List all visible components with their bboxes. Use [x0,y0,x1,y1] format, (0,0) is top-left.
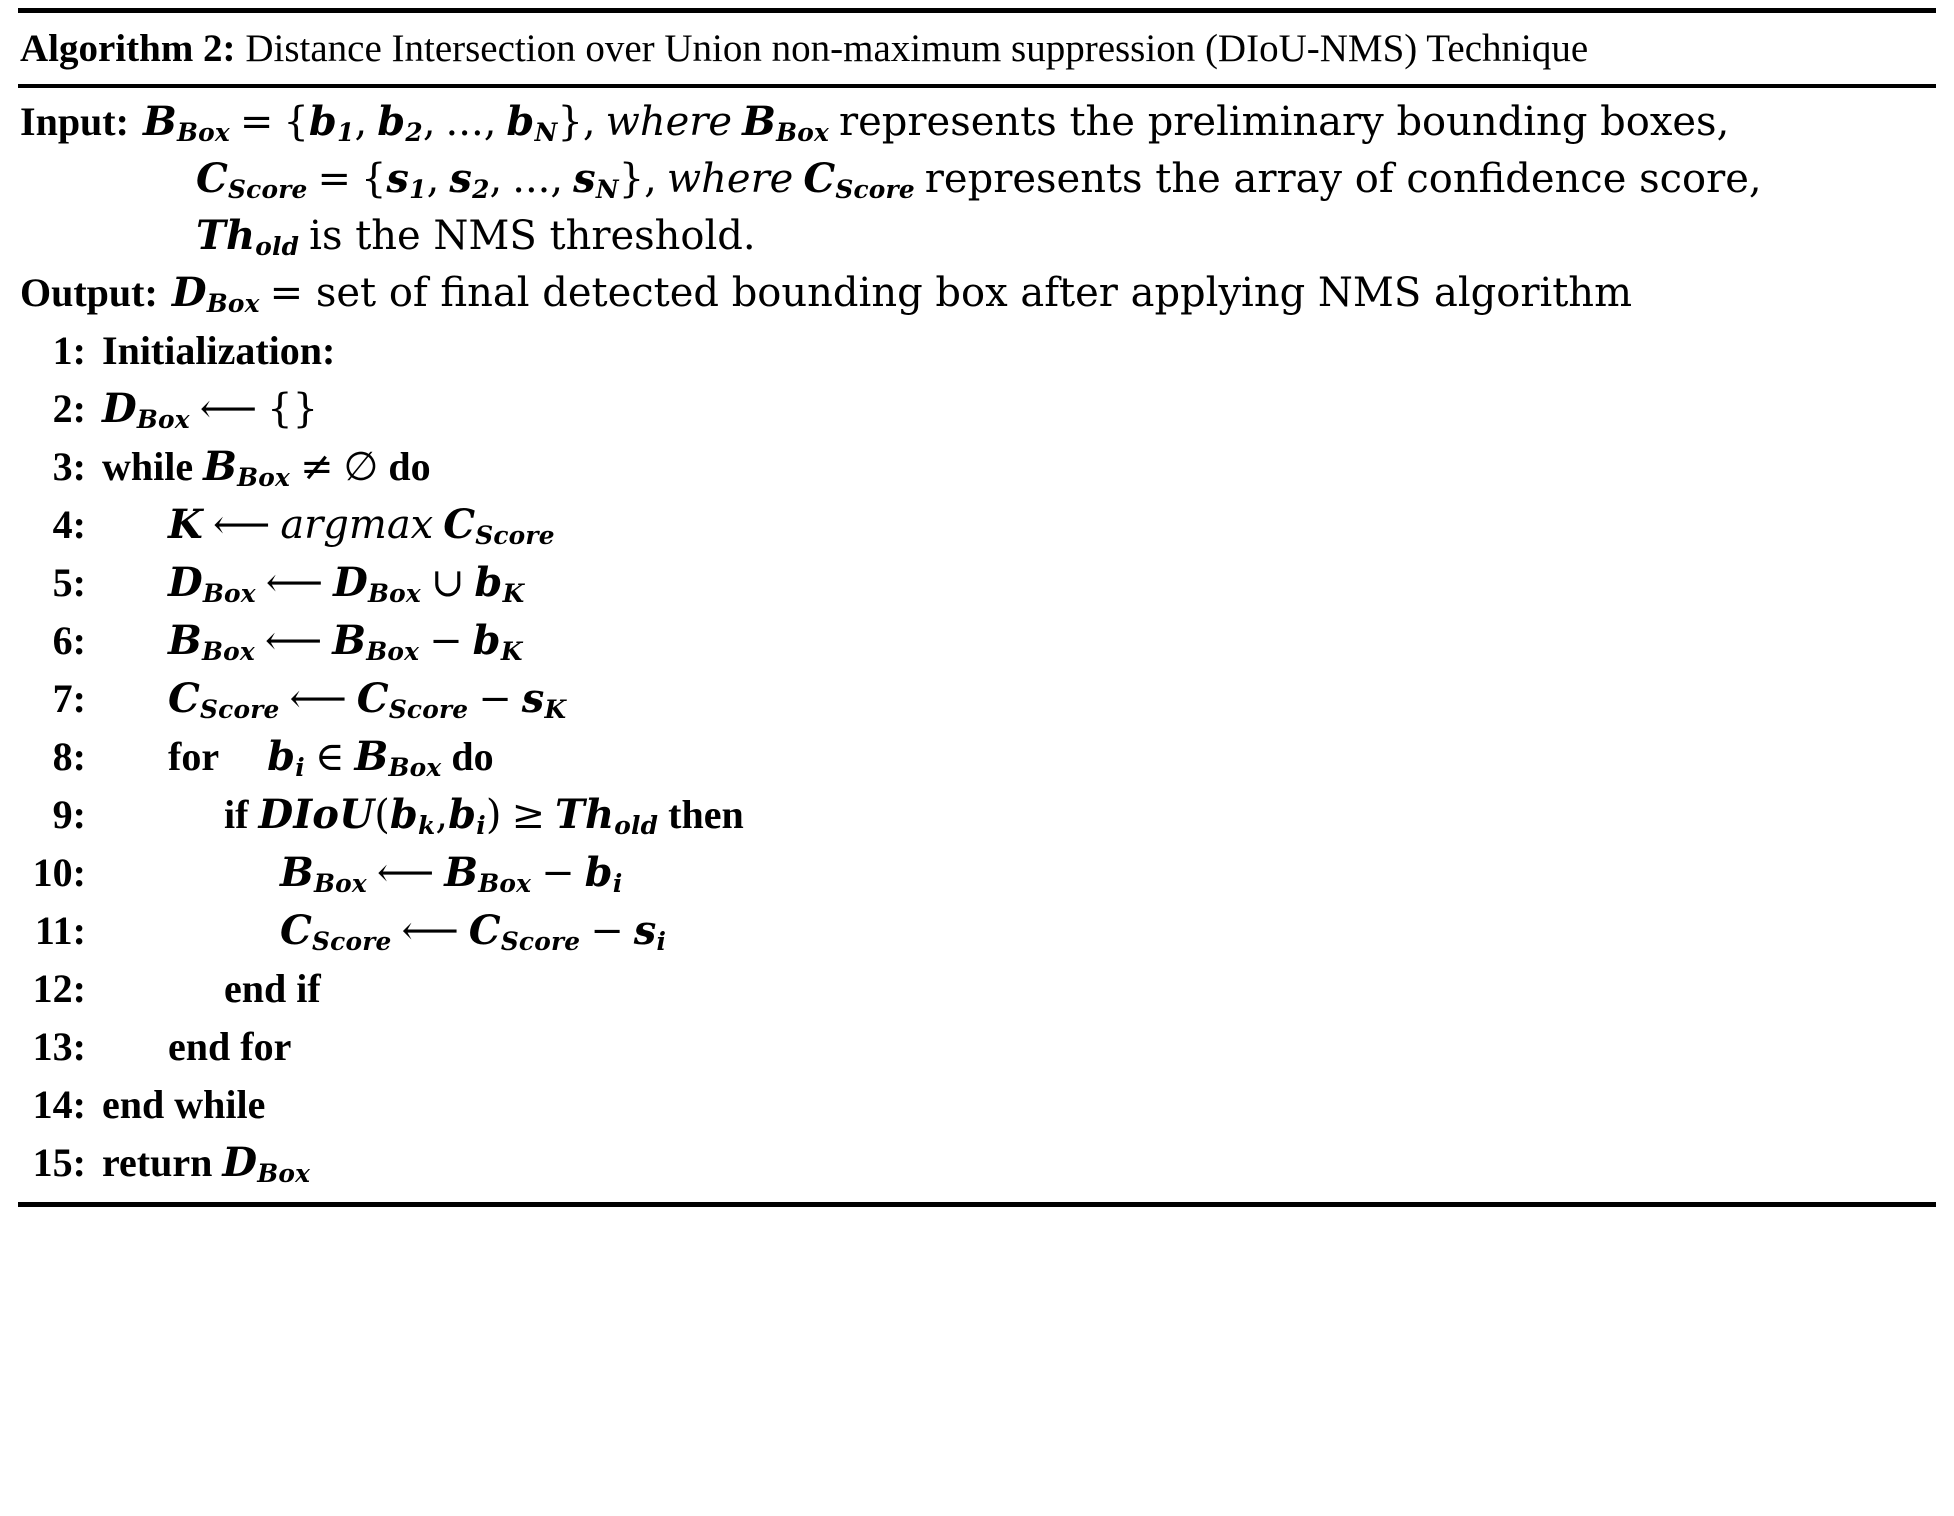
algorithm-step-4 [20,496,1934,554]
algorithm-caption [18,13,1936,84]
algorithm-step-7 [20,670,1934,728]
step-number: 7: [52,675,86,721]
step-content: $B_{Box}$ ⟵ $B_{Box} - b_i$ [280,848,623,898]
step-content [102,1018,291,1076]
step-content: $C_{Score}$ ⟵ $C_{Score} - s_K$ [168,674,567,724]
step-number: 11: [34,907,86,953]
output-text: $D_{Box}$ = set of final detected bounding box after applying NMS algorithm [171,268,1632,318]
bottom-rule [18,1202,1936,1207]
algorithm-step-3 [20,438,1934,496]
step-content [102,1076,265,1134]
algorithm-step-12 [20,960,1934,1018]
step-number: 9: [52,791,86,837]
step-number: 14: [32,1081,86,1127]
input-label: Input: [20,99,129,145]
algorithm-step-2 [20,380,1934,438]
output-line [20,265,1934,322]
algorithm-caption-label: Algorithm 2: [20,27,236,70]
step-text: end while [102,1081,266,1127]
algorithm-step-15 [20,1134,1934,1192]
step-number: 8: [52,733,86,779]
input-line-2 [20,151,1934,208]
input-line-1 [20,94,1934,151]
step-number: 6: [52,617,86,663]
algorithm-step-8 [20,728,1934,786]
step-number: 5: [52,559,86,605]
algorithm-step-1 [20,322,1934,380]
step-text: end if [224,965,321,1011]
algorithm-body [18,88,1936,1201]
step-number: 15: [32,1139,86,1185]
step-content: for $b_i$ ∈ $B_{Box}$ do [168,732,494,782]
algorithm-step-14 [20,1076,1934,1134]
step-number: 4: [52,501,86,547]
input-line-3 [20,208,1934,265]
algorithm-step-5 [20,554,1934,612]
step-content: $D_{Box}$ ⟵ {} [102,384,319,434]
algorithm-step-6 [20,612,1934,670]
step-number: 13: [32,1023,86,1069]
step-content: K ⟵ argmax $C_{Score}$ [168,500,555,550]
input-text-1: $B_{Box} = \{b_1$, $b_2$, ..., $b_N$}, where $B_{Box}$ represents the preliminary bounding boxes, [142,98,1730,148]
step-content: while $B_{Box}$ ≠ ∅ do [102,442,431,492]
algorithm-block [0,8,1954,1207]
algorithm-step-11 [20,902,1934,960]
step-content: return $D_{Box}$ [102,1138,311,1188]
step-number: 3: [52,443,86,489]
algorithm-step-9 [20,786,1934,844]
step-number: 2: [52,385,86,431]
output-label: Output: [20,269,158,315]
step-content: Initialization: [102,327,336,373]
step-content: $B_{Box}$ ⟵ $B_{Box} - b_K$ [168,616,523,666]
step-content: $C_{Score}$ ⟵ $C_{Score} - s_i$ [280,906,667,956]
algorithm-step-13 [20,1018,1934,1076]
algorithm-caption-text: Distance Intersection over Union non-maximum suppression (DIoU-NMS) Technique [245,27,1589,70]
input-text-2: $C_{Score} = \{s_1$, $s_2$, ..., $s_N$}, where $C_{Score}$ represents the array of confidence score, [196,155,1762,205]
step-number: 12: [32,965,86,1011]
algorithm-step-10 [20,844,1934,902]
step-content: if $DIoU(b_k,b_i) \ge Th_{old}$ then [224,790,744,840]
step-content [102,960,321,1018]
step-text: end for [168,1023,292,1069]
step-number: 10: [32,849,86,895]
step-number: 1: [52,327,86,373]
step-content: $D_{Box}$ ⟵ $D_{Box}$ ∪ $b_K$ [168,558,525,608]
input-text-3: $Th_{old}$ is the NMS threshold. [196,212,756,261]
